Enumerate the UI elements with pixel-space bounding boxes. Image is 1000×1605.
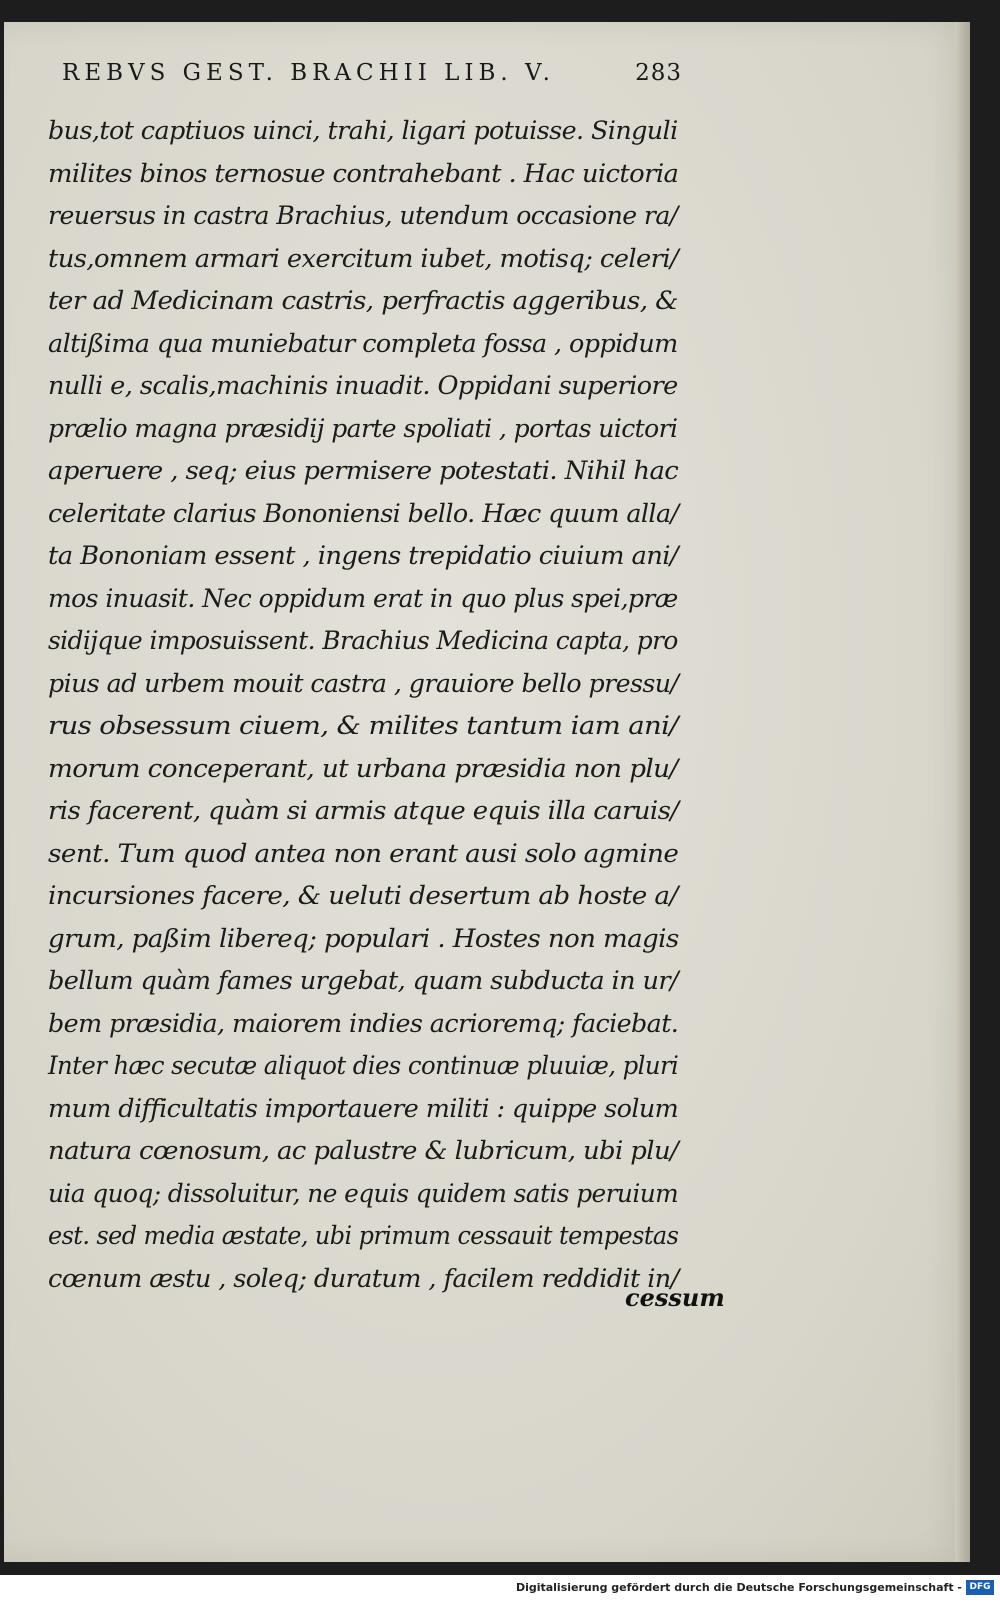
text-line: ris facerent, quàm si armis atque equis illa caruis/ xyxy=(48,796,679,826)
text-line: natura cœnosum, ac palustre & lubricum, ubi plu/ xyxy=(48,1136,679,1166)
digitization-footer xyxy=(0,1575,1000,1605)
text-line: celeritate clarius Bononiensi bello. Hæc quum alla/ xyxy=(48,498,679,529)
text-line: nulli e, scalis,machinis inuadit. Oppidani superiore xyxy=(48,371,678,401)
text-line: rus obsessum ciuem, & milites tantum iam ani/ xyxy=(48,711,678,741)
text-line: milites binos ternosue contrahebant . Hac uictoria xyxy=(48,158,679,189)
text-line: sidijque imposuissent. Brachius Medicina capta, pro xyxy=(48,626,678,656)
text-line: reuersus in castra Brachius, utendum occasione ra/ xyxy=(48,201,678,231)
text-line: ta Bononiam essent , ingens trepidatio ciuium ani/ xyxy=(48,541,679,571)
text-line: uia quoq; dissoluitur, ne equis quidem satis peruium xyxy=(48,1178,679,1209)
footer-credit: Digitalisierung gefördert durch die Deutsche Forschungsgemeinschaft - xyxy=(515,1581,962,1594)
running-header xyxy=(62,60,682,104)
text-line: morum conceperant, ut urbana præsidia non plu/ xyxy=(48,753,678,784)
text-line: est. sed media æstate, ubi primum cessauit tempestas xyxy=(48,1221,679,1251)
text-line: incursiones facere, & ueluti desertum ab hoste a/ xyxy=(48,881,678,911)
text-line: aperuere , seq; eius permisere potestati. Nihil hac xyxy=(48,456,679,486)
text-line: sent. Tum quod antea non erant ausi solo agmine xyxy=(48,838,679,869)
text-line: ter ad Medicinam castris, perfractis aggeribus, & xyxy=(48,286,678,316)
catchword: cessum xyxy=(625,1283,725,1312)
page-number: 283 xyxy=(635,60,682,86)
text-line: cœnum æstu , soleq; duratum , facilem reddidit in/ xyxy=(48,1263,679,1294)
text-line: Inter hæc secutæ aliquot dies continuæ pluuiæ, pluri xyxy=(48,1051,679,1081)
text-line: bus,tot captiuos uinci, trahi, ligari potuisse. Singuli xyxy=(48,116,678,146)
page-edge-shadow xyxy=(955,22,970,1562)
text-line: bellum quàm fames urgebat, quam subducta in ur/ xyxy=(48,966,679,996)
text-line: altißima qua muniebatur completa fossa , oppidum xyxy=(48,328,678,359)
body-text xyxy=(48,110,698,1300)
text-line: pius ad urbem mouit castra , grauiore bello pressu/ xyxy=(48,668,679,699)
text-line: mos inuasit. Nec oppidum erat in quo plus spei,præ xyxy=(48,583,678,614)
text-line: grum, paßim libereq; populari . Hostes non magis xyxy=(48,923,679,954)
text-line: prælio magna præsidij parte spoliati , portas uictori xyxy=(48,413,678,444)
dfg-logo-icon: DFG xyxy=(966,1580,994,1595)
text-line: mum difficultatis importauere militi : quippe solum xyxy=(48,1093,679,1124)
text-line: tus,omnem armari exercitum iubet, motisq; celeri/ xyxy=(48,243,679,274)
text-line: bem præsidia, maiorem indies acrioremq; faciebat. xyxy=(48,1008,679,1039)
running-title: REBVS GEST. BRACHII LIB. V. xyxy=(62,60,555,86)
